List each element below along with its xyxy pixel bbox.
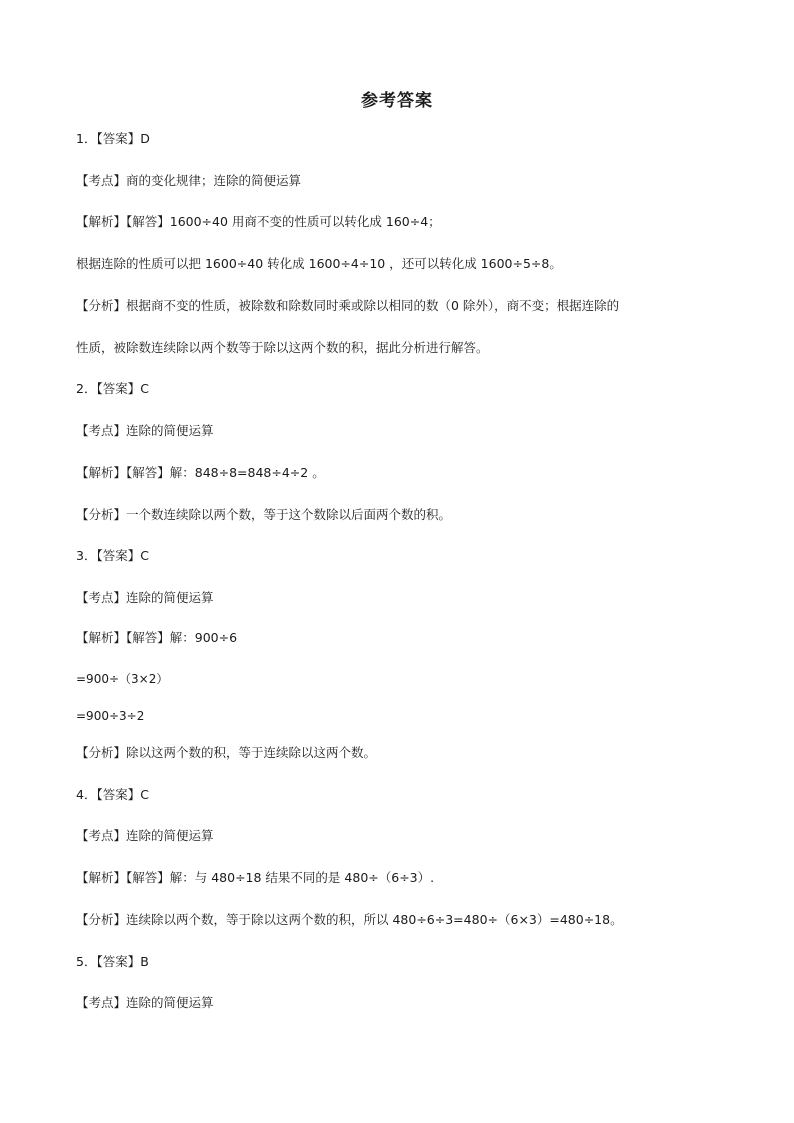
q2-answer: 2．【答案】C [76,381,149,396]
q3-topic: 【考点】连除的简便运算 [76,590,214,605]
q2-reasoning: 【分析】一个数连续除以两个数，等于这个数除以后面两个数的积。 [76,507,452,522]
q1-analysis: 【解析】【解答】1600÷40 用商不变的性质可以转化成 160÷4； [76,214,441,229]
q2-analysis: 【解析】【解答】解：848÷8=848÷4÷2 。 [76,465,325,480]
q3-step-1: =900÷（3×2） [76,672,169,686]
q1-reasoning-cont: 性质，被除数连续除以两个数等于除以这两个数的积，据此分析进行解答。 [76,340,489,355]
page-title: 参考答案 [361,91,433,111]
q1-analysis-cont: 根据连除的性质可以把 1600÷40 转化成 1600÷4÷10 ，还可以转化成 1600÷5÷8。 [76,256,562,271]
q5-topic: 【考点】连除的简便运算 [76,995,214,1010]
q3-step-2: =900÷3÷2 [76,709,145,723]
q1-topic: 【考点】商的变化规律；连除的简便运算 [76,173,302,188]
q4-analysis: 【解析】【解答】解：与 480÷18 结果不同的是 480÷（6÷3）. [76,870,435,885]
q4-answer: 4．【答案】C [76,787,149,802]
q1-reasoning: 【分析】根据商不变的性质，被除数和除数同时乘或除以相同的数（0 除外），商不变；根据连除的 [76,298,620,313]
q3-reasoning: 【分析】除以这两个数的积，等于连续除以这两个数。 [76,745,377,760]
q4-topic: 【考点】连除的简便运算 [76,828,214,843]
q5-answer: 5．【答案】B [76,954,149,969]
q3-analysis: 【解析】【解答】解：900÷6 [76,630,238,645]
q4-reasoning: 【分析】连续除以两个数，等于除以这两个数的积，所以 480÷6÷3=480÷（6×3）=480÷18。 [76,912,623,927]
q1-answer: 1．【答案】D [76,131,150,146]
q3-answer: 3．【答案】C [76,548,149,563]
q2-topic: 【考点】连除的简便运算 [76,423,214,438]
